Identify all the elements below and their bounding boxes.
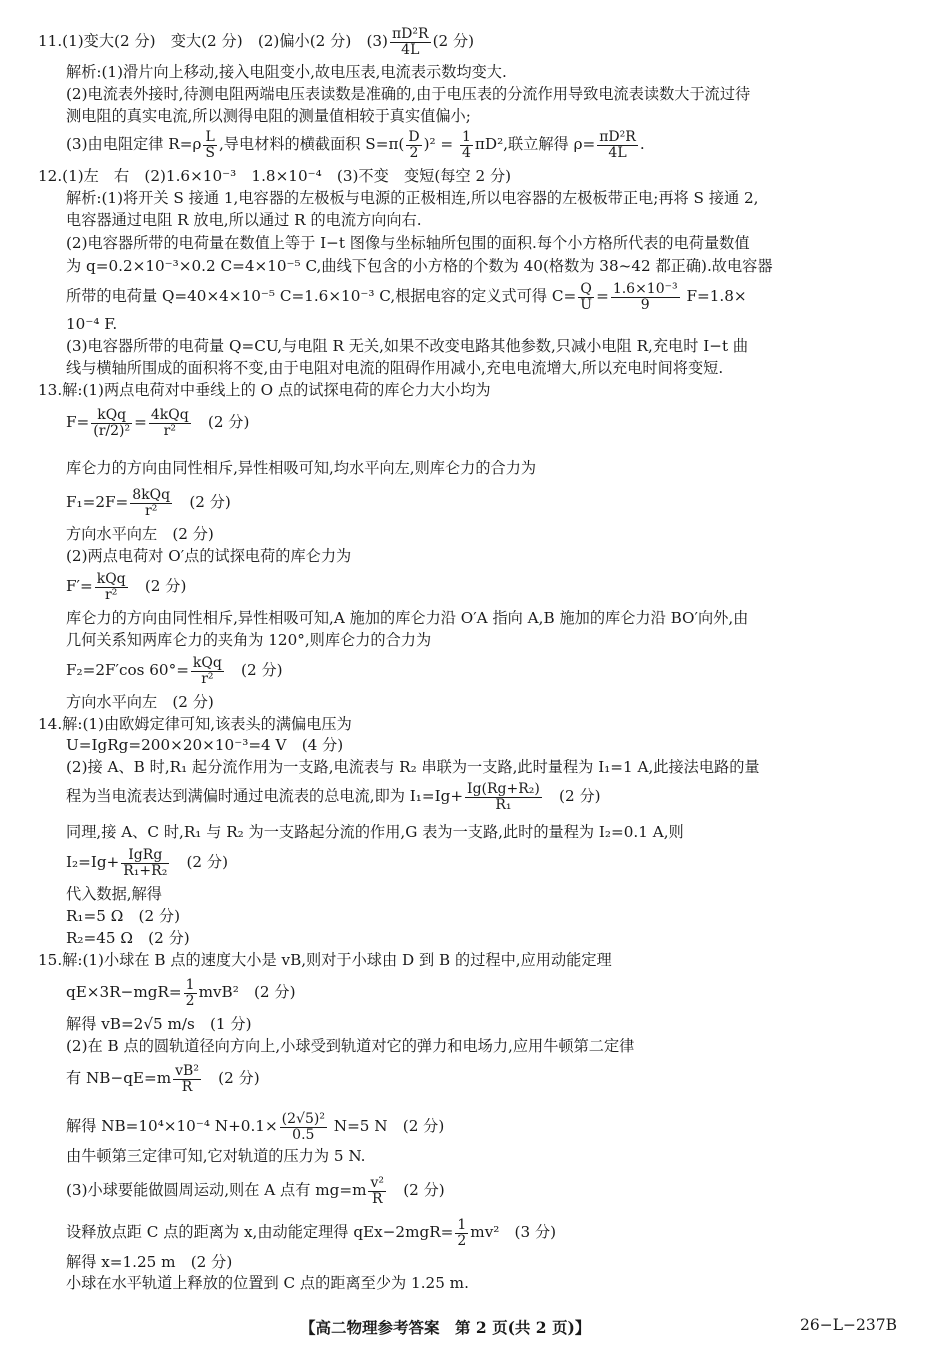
- q15-eq-3: [66, 1112, 444, 1142]
- fraction-denominator: R: [371, 1190, 383, 1207]
- fraction-numerator: v²: [370, 1175, 385, 1191]
- q15-text-1: 解得 vB=2√5 m/s (1 分): [66, 1015, 252, 1033]
- fraction-denominator: R₁: [495, 796, 512, 813]
- text: 程为当电流表达到满偏时通过电流表的总电流,即为 I₁=Ig+: [66, 787, 464, 806]
- text: N=5 N (2 分): [328, 1117, 445, 1136]
- q15-text-2: (2)在 B 点的圆轨道径向方向上,小球受到轨道对它的弹力和电场力,应用牛顿第二定律: [66, 1037, 635, 1055]
- q11-explain-3: 测电阻的真实电流,所以测得电阻的测量值相较于真实值偏小;: [66, 107, 471, 125]
- text: qE×3R−mgR=: [66, 983, 182, 1002]
- score: (2 分): [171, 853, 229, 872]
- text: F=: [66, 413, 90, 432]
- fraction-denominator: 2: [185, 992, 195, 1009]
- fraction: [455, 1218, 468, 1248]
- q13-text-4: 库仑力的方向由同性相斥,异性相吸可知,A 施加的库仑力沿 O′A 指向 A,B 施加的库仑力沿 BO′向外,由: [66, 609, 749, 627]
- fraction: [149, 408, 191, 438]
- q14-line-8: R₂=45 Ω (2 分): [66, 929, 190, 947]
- fraction: [280, 1112, 327, 1142]
- score: (2 分): [129, 577, 187, 596]
- q14-line-4: 同理,接 A、C 时,R₁ 与 R₂ 为一支路起分流的作用,G 表为一支路,此时的量程为 I₂=0.1 A,则: [66, 823, 684, 841]
- q15-eq-4: [66, 1176, 445, 1206]
- text: 所带的电荷量 Q=40×4×10⁻⁵ C=1.6×10⁻³ C,根据电容的定义式可得 C=: [66, 287, 577, 306]
- text: 有 NB−qE=m: [66, 1069, 172, 1088]
- fraction-numerator: πD²R: [599, 129, 636, 145]
- q12-explain-2: 电容器通过电阻 R 放电,所以通过 R 的电流方向向右.: [66, 211, 422, 229]
- fraction-numerator: L: [203, 130, 217, 146]
- fraction-numerator: kQq: [96, 571, 126, 587]
- q15-head: 15.解:(1)小球在 B 点的速度大小是 vB,则对于小球由 D 到 B 的过程中,应用动能定理: [38, 951, 612, 969]
- q13-head: 13.解:(1)两点电荷对中垂线上的 O 点的试探电荷的库仑力大小均为: [38, 381, 491, 399]
- fraction-denominator: 4L: [401, 41, 420, 58]
- q13-text-3: (2)两点电荷对 O′点的试探电荷的库仑力为: [66, 547, 352, 565]
- text: mv² (3 分): [470, 1223, 557, 1242]
- fraction: [203, 130, 217, 160]
- q13-text-2: 方向水平向左 (2 分): [66, 525, 214, 543]
- fraction-denominator: S: [205, 144, 215, 161]
- fraction-denominator: r²: [145, 502, 158, 519]
- fraction-numerator: 1.6×10⁻³: [612, 281, 678, 297]
- fraction-numerator: kQq: [91, 408, 132, 424]
- q12-explain-5: [66, 282, 747, 312]
- q14-line-3: [66, 782, 601, 812]
- fraction-denominator: U: [580, 296, 593, 313]
- fraction-numerator: IgRg: [121, 848, 169, 864]
- q15-text-3: 由牛顿第三定律可知,它对轨道的压力为 5 N.: [66, 1147, 366, 1165]
- text: F₂=2F′cos 60°=: [66, 661, 189, 680]
- q13-text-6: 方向水平向左 (2 分): [66, 693, 214, 711]
- fraction-denominator: r²: [201, 670, 214, 687]
- fraction-numerator: 4kQq: [150, 407, 189, 423]
- text: )² =: [423, 135, 458, 154]
- q14-line-6: 代入数据,解得: [66, 885, 162, 903]
- fraction: [406, 130, 421, 160]
- q15-eq-2: [66, 1064, 260, 1094]
- q12-explain-1: 解析:(1)将开关 S 接通 1,电容器的左极板与电源的正极相连,所以电容器的左极板带正电;再将 S 接通 2,: [66, 189, 759, 207]
- fraction-denominator: 2: [409, 144, 419, 161]
- fraction-denominator: r²: [163, 422, 176, 439]
- q11-answer-line: [38, 27, 474, 57]
- text: I₂=Ig+: [66, 853, 120, 872]
- text: πD²,联立解得 ρ=: [474, 135, 596, 154]
- q15-text-4: 解得 x=1.25 m (2 分): [66, 1253, 233, 1271]
- fraction-denominator: r²: [105, 586, 118, 603]
- q12-answer-line: 12.(1)左 右 (2)1.6×10⁻³ 1.8×10⁻⁴ (3)不变 变短(每空 2 分): [38, 167, 512, 185]
- fraction-numerator: (2√5)²: [281, 1111, 325, 1127]
- fraction-denominator: 0.5: [292, 1126, 315, 1143]
- fraction-numerator: Ig(Rg+R₂): [467, 781, 540, 797]
- score: (2 分): [225, 661, 283, 680]
- text: =: [134, 413, 147, 432]
- q11-explain-2: (2)电流表外接时,待测电阻两端电压表读数是准确的,由于电压表的分流作用导致电流表读数大于流过待: [66, 85, 751, 103]
- fraction-numerator: vB²: [175, 1063, 199, 1079]
- fraction-denominator: 4L: [608, 144, 627, 161]
- fraction-denominator: (r/2)²: [93, 422, 131, 439]
- fraction-denominator: 9: [640, 296, 650, 313]
- q11-head: 11.(1)变大(2 分) 变大(2 分) (2)偏小(2 分) (3): [38, 32, 388, 51]
- fraction-numerator: Q: [578, 282, 594, 298]
- fraction: [368, 1176, 386, 1206]
- text: ,导电材料的横截面积 S=π(: [218, 135, 405, 154]
- score: (2 分): [202, 1069, 260, 1088]
- text: F=1.8×: [681, 287, 747, 306]
- q12-explain-3: (2)电容器所带的电荷量在数值上等于 I−t 图像与坐标轴所包围的面积.每个小方格所代表的电荷量数值: [66, 234, 750, 252]
- fraction-denominator: R₁+R₂: [123, 862, 168, 879]
- text: F′=: [66, 577, 93, 596]
- q13-text-5: 几何关系知两库仑力的夹角为 120°,则库仑力的合力为: [66, 631, 432, 649]
- fraction: [130, 488, 172, 518]
- q15-eq-1: [66, 978, 296, 1008]
- q12-explain-6: 10⁻⁴ F.: [66, 315, 118, 333]
- q13-eq-1: [66, 408, 249, 438]
- text: (3)小球要能做圆周运动,则在 A 点有 mg=m: [66, 1181, 367, 1200]
- q13-eq-4: [66, 656, 283, 686]
- score: (2 分): [174, 493, 231, 512]
- footer-code: 26−L−237B: [800, 1316, 897, 1334]
- fraction-numerator: πD²R: [391, 26, 429, 42]
- fraction: [465, 782, 542, 812]
- q15-eq-5: [66, 1218, 556, 1248]
- fraction: [578, 282, 594, 312]
- q11-explain-4: [66, 130, 645, 160]
- fraction-numerator: 1: [185, 977, 195, 993]
- text: mvB² (2 分): [198, 983, 296, 1002]
- fraction-numerator: 1: [457, 1217, 467, 1233]
- score: (2 分): [432, 32, 475, 51]
- fraction: [191, 656, 224, 686]
- score: (2 分): [192, 413, 250, 432]
- q15-text-5: 小球在水平轨道上释放的位置到 C 点的距离至少为 1.25 m.: [66, 1274, 469, 1292]
- fraction: [611, 282, 680, 312]
- fraction-denominator: 2: [457, 1232, 467, 1249]
- score: (2 分): [543, 787, 601, 806]
- q12-explain-8: 线与横轴所围成的面积将不变,由于电阻对电流的阻碍作用减小,充电电流增大,所以充电时间将变短.: [66, 359, 724, 377]
- q11-explain-1: 解析:(1)滑片向上移动,接入电阻变小,故电压表,电流表示数均变大.: [66, 63, 507, 81]
- text: =: [596, 287, 609, 306]
- q14-line-2: (2)接 A、B 时,R₁ 起分流作用为一支路,电流表与 R₂ 串联为一支路,此时量程为 I₁=1 A,此接法电路的量: [66, 758, 760, 776]
- fraction-numerator: 8kQq: [132, 487, 171, 503]
- fraction: [173, 1064, 201, 1094]
- fraction: [390, 27, 431, 57]
- q14-line-1: U=IgRg=200×20×10⁻³=4 V (4 分): [66, 736, 344, 754]
- fraction: [91, 408, 132, 438]
- fraction: [121, 848, 169, 878]
- fraction-numerator: kQq: [192, 655, 222, 671]
- fraction: [184, 978, 197, 1008]
- q14-line-7: R₁=5 Ω (2 分): [66, 907, 181, 925]
- q14-head: 14.解:(1)由欧姆定律可知,该表头的满偏电压为: [38, 715, 352, 733]
- text: F₁=2F=: [66, 493, 129, 512]
- q13-text-1: 库仑力的方向由同性相斥,异性相吸可知,均水平向左,则库仑力的合力为: [66, 459, 537, 477]
- fraction: [95, 572, 128, 602]
- text: .: [639, 135, 645, 154]
- q12-explain-7: (3)电容器所带的电荷量 Q=CU,与电阻 R 无关,如果不改变电路其他参数,只减小电阻 R,充电时 I−t 曲: [66, 337, 749, 355]
- q12-explain-4: 为 q=0.2×10⁻³×0.2 C=4×10⁻⁵ C,曲线下包含的小方格的个数为 40(格数为 38~42 都正确).故电容器: [66, 257, 773, 275]
- fraction: [597, 130, 638, 160]
- text: (3)由电阻定律 R=ρ: [66, 135, 202, 154]
- q14-line-5: [66, 848, 228, 878]
- fraction-numerator: 1: [462, 129, 471, 145]
- footer-title: 【高二物理参考答案 第 2 页(共 2 页)】: [300, 1318, 591, 1337]
- q13-eq-3: [66, 572, 186, 602]
- text: 解得 NB=10⁴×10⁻⁴ N+0.1×: [66, 1117, 278, 1136]
- fraction: [460, 130, 473, 160]
- fraction-denominator: 4: [462, 144, 471, 161]
- q13-eq-2: [66, 488, 231, 518]
- fraction-numerator: D: [408, 129, 420, 145]
- fraction-denominator: R: [181, 1078, 193, 1095]
- text: 设释放点距 C 点的距离为 x,由动能定理得 qEx−2mgR=: [66, 1223, 454, 1242]
- score: (2 分): [388, 1181, 445, 1200]
